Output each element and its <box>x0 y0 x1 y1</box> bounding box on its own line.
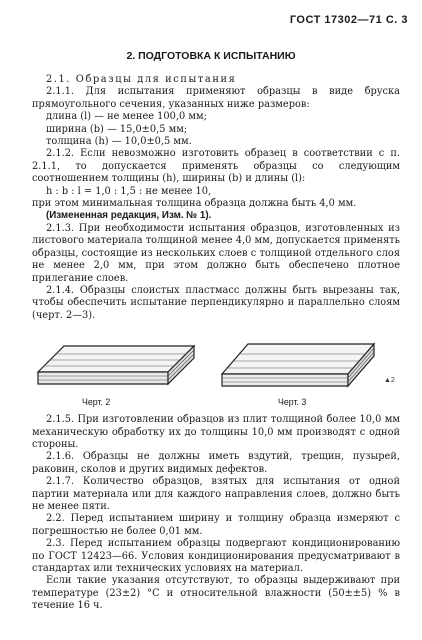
figure-2-caption: Черт. 2 <box>82 397 111 408</box>
figures-row <box>32 328 400 414</box>
dimension-thickness: толщина (h) — 10,0±0,5 мм. <box>46 136 192 148</box>
ratio-formula: h : b : l = 1,0 : 1,5 : не менее 10, <box>46 185 212 197</box>
dimension-list <box>32 111 400 148</box>
paragraph-2-1-1: 2.1.1. Для испытания применяют образцы в виде бруска прямоугольного сечения, указанных ниже размеров: <box>32 86 400 110</box>
paragraph-2-1-4: 2.1.4. Образцы слоистых пластмасс должны быть вырезаны так, чтобы обеспечить испытание перпендикулярно и параллельно слоям (черт. 2—3). <box>32 284 400 321</box>
edit-note: (Измененная редакция, Изм. № 1). <box>46 210 212 222</box>
ratio-note: при этом минимальная толщина образца должна быть 4,0 мм. <box>32 198 357 210</box>
figure-2-layered-block <box>34 328 202 388</box>
paragraph-2-3: 2.3. Перед испытанием образцы подвергают кондиционированию по ГОСТ 12423—66. Условия кондиционирования предусматривают в стандартах или технических условиях на материал. <box>32 538 400 574</box>
paragraph-2-1-6: 2.1.6. Образцы не должны иметь вздутий, трещин, пузырей, раковин, сколов и других видимых дефектов. <box>32 451 400 475</box>
svg-text:▲2: ▲2 <box>384 377 395 385</box>
paragraph-2-2: 2.2. Перед испытанием ширину и толщину образца измеряют с погрешностью не более 0,01 мм. <box>32 513 400 537</box>
paragraph-2-1-7: 2.1.7. Количество образцов, взятых для испытания от одной партии материала или для каждого направления слоев, должно быть не менее пяти. <box>32 476 400 512</box>
paragraph-2-1-3: 2.1.3. При необходимости испытания образцов, изготовленных из листового материала толщиной менее 4,0 мм, допускается применять образцы, состоящие из нескольких слоев с толщиной отдельного слоя не менее 2,0 мм, при этом должно быть обеспечено плотное прилегание слоев. <box>32 222 400 284</box>
paragraph-2-1-2: 2.1.2. Если невозможно изготовить образец в соответствии с п. 2.1.1, то допускается применять образцы со следующим соотношением толщины (h), ширины (b) и длины (l): <box>32 148 400 185</box>
section-title: 2. ПОДГОТОВКА К ИСПЫТАНИЮ <box>126 50 296 62</box>
dimension-width: ширина (b) — 15,0±0,5 мм; <box>46 123 188 135</box>
paragraph-2-1: 2.1. Образцы для испытания <box>46 74 237 85</box>
figure-3-caption: Черт. 3 <box>278 397 307 408</box>
paragraph-2-1-5: 2.1.5. При изготовлении образцов из плит толщиной более 10,0 мм механическую обработку их до толщины 10,0 мм производят с одной стороны. <box>32 414 400 450</box>
paragraph-conditions: Если такие указания отсутствуют, то образцы выдерживают при температуре (23±2) °С и относительной влажности (50±±5) % в течение 16 ч. <box>32 575 400 612</box>
dimension-length: длина (l) — не менее 100,0 мм; <box>46 111 207 123</box>
document-body <box>32 74 400 613</box>
page-header: ГОСТ 17302—71 С. 3 <box>289 14 408 26</box>
figure-3-layered-block <box>218 328 398 390</box>
